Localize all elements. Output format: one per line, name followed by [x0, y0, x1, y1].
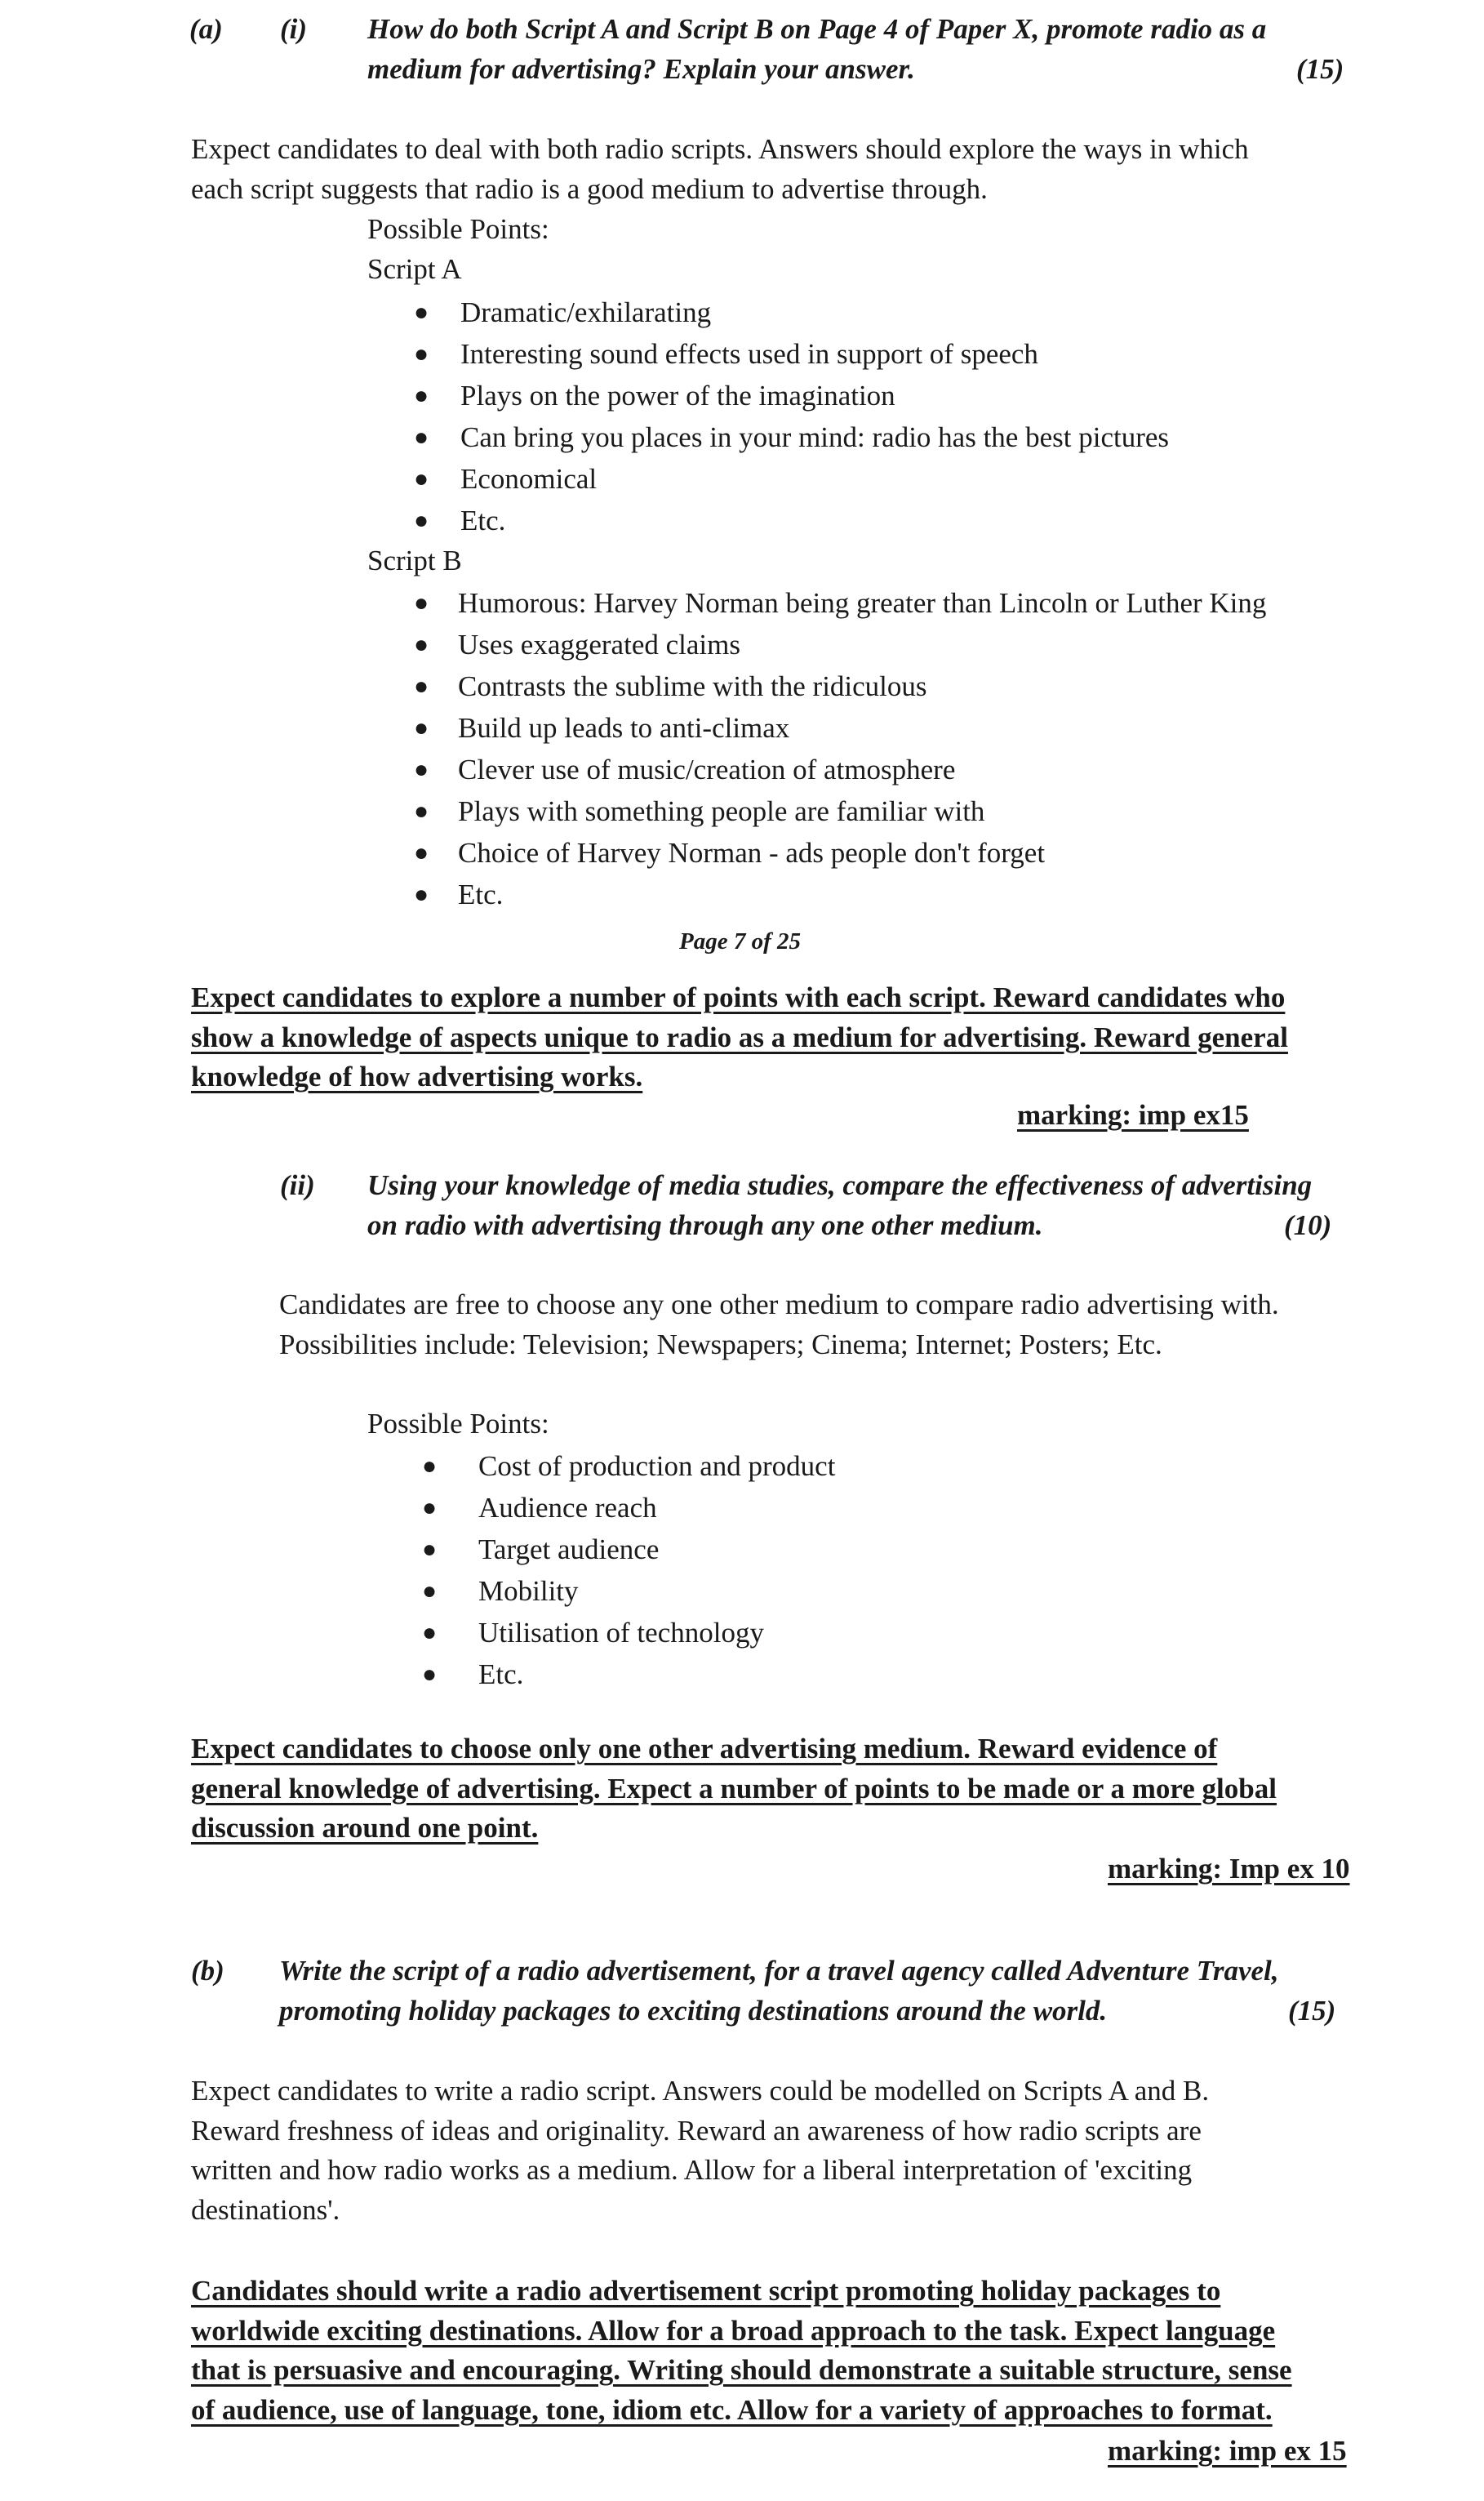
- list-item: ● Economical: [414, 458, 1169, 500]
- bullet-icon: ●: [414, 673, 429, 700]
- list-item: ● Choice of Harvey Norman - ads people don't forget: [414, 832, 1266, 874]
- bullet-icon: ●: [414, 465, 429, 492]
- list-item: ● Cost of production and product: [422, 1445, 835, 1487]
- question-ai-marks: (15): [1296, 53, 1344, 85]
- guidance-b: [191, 2272, 1292, 2430]
- list-item: ● Dramatic/exhilarating: [414, 291, 1169, 333]
- intro-aii-line: Candidates are free to choose any one other medium to compare radio advertising with.: [279, 1288, 1279, 1320]
- intro-b-line: destinations'.: [191, 2193, 340, 2226]
- guidance-a: [191, 978, 1288, 1097]
- question-b-line2: promoting holiday packages to exciting destinations around the world.: [279, 1995, 1108, 2027]
- list-item: ● Audience reach: [422, 1487, 835, 1529]
- list-item: ● Contrasts the sublime with the ridiculous: [414, 665, 1266, 707]
- guidance-b-line: that is persuasive and encouraging. Writing should demonstrate a suitable structure, sense: [191, 2354, 1292, 2386]
- bullet-icon: ●: [414, 631, 429, 658]
- question-a-label: (a): [189, 13, 223, 45]
- bullet-icon: ●: [422, 1578, 438, 1604]
- list-item: ● Can bring you places in your mind: radio has the best pictures: [414, 416, 1169, 458]
- list-item: ● Etc.: [414, 874, 1266, 915]
- bullet-icon: ●: [422, 1661, 438, 1688]
- guidance-aii-line: discussion around one point.: [191, 1812, 539, 1844]
- question-b-marks: (15): [1288, 1995, 1336, 2027]
- intro-aii: [279, 1285, 1279, 1364]
- possible-points-heading: Possible Points:: [367, 213, 549, 245]
- question-aii-label: (ii): [280, 1169, 315, 1201]
- bullet-icon: ●: [414, 714, 429, 741]
- question-b-label: (b): [191, 1955, 224, 1987]
- bullet-icon: ●: [414, 839, 429, 866]
- guidance-a-line: knowledge of how advertising works.: [191, 1061, 643, 1093]
- intro-b-line: Expect candidates to write a radio script. Answers could be modelled on Scripts A and B.: [191, 2075, 1210, 2107]
- bullet-icon: ●: [414, 881, 429, 908]
- script-b-list: [414, 582, 1266, 915]
- guidance-b-line: Candidates should write a radio advertisement script promoting holiday packages to: [191, 2275, 1221, 2307]
- intro-a-line: each script suggests that radio is a good medium to advertise through.: [191, 172, 988, 205]
- bullet-icon: ●: [414, 798, 429, 825]
- bullet-icon: ●: [414, 424, 429, 451]
- marking-b: marking: imp ex 15: [1108, 2435, 1347, 2467]
- bullet-icon: ●: [422, 1536, 438, 1563]
- guidance-aii: [191, 1729, 1277, 1849]
- possible-points-2-list: [422, 1445, 835, 1695]
- bullet-icon: ●: [414, 299, 429, 326]
- list-item: ● Etc.: [422, 1653, 835, 1695]
- bullet-icon: ●: [414, 507, 429, 534]
- script-a-list: [414, 291, 1169, 541]
- script-b-heading: Script B: [367, 545, 462, 576]
- intro-b-line: written and how radio works as a medium. Allow for a liberal interpretation of 'exciting: [191, 2154, 1193, 2186]
- question-ai-label: (i): [280, 13, 308, 45]
- guidance-a-line: show a knowledge of aspects unique to radio as a medium for advertising. Reward general: [191, 1021, 1288, 1053]
- guidance-b-line: of audience, use of language, tone, idiom etc. Allow for a variety of approaches to format.: [191, 2393, 1273, 2426]
- marking-a: marking: imp ex15: [1017, 1099, 1249, 1131]
- question-ai-line2: medium for advertising? Explain your answer.: [367, 53, 915, 85]
- list-item: ● Build up leads to anti-climax: [414, 707, 1266, 749]
- question-aii-line1: Using your knowledge of media studies, compare the effectiveness of advertising: [367, 1169, 1313, 1201]
- list-item: ● Plays with something people are familiar with: [414, 790, 1266, 832]
- list-item: ● Etc.: [414, 500, 1169, 541]
- bullet-icon: ●: [414, 382, 429, 409]
- list-item: ● Mobility: [422, 1570, 835, 1612]
- list-item: ● Utilisation of technology: [422, 1612, 835, 1653]
- possible-points-2-heading: Possible Points:: [367, 1408, 549, 1440]
- guidance-b-line: worldwide exciting destinations. Allow for a broad approach to the task. Expect language: [191, 2314, 1276, 2347]
- bullet-icon: ●: [414, 590, 429, 616]
- list-item: ● Clever use of music/creation of atmosphere: [414, 749, 1266, 790]
- bullet-icon: ●: [422, 1494, 438, 1521]
- list-item: ● Uses exaggerated claims: [414, 624, 1266, 665]
- bullet-icon: ●: [422, 1619, 438, 1646]
- question-ai-line1: How do both Script A and Script B on Page 4 of Paper X, promote radio as a: [367, 13, 1267, 45]
- intro-aii-line: Possibilities include: Television; Newspapers; Cinema; Internet; Posters; Etc.: [279, 1328, 1162, 1360]
- list-item: ● Humorous: Harvey Norman being greater than Lincoln or Luther King: [414, 582, 1266, 624]
- intro-a-line: Expect candidates to deal with both radio scripts. Answers should explore the ways in which: [191, 133, 1249, 165]
- guidance-a-line: Expect candidates to explore a number of points with each script. Reward candidates who: [191, 981, 1286, 1013]
- guidance-aii-line: general knowledge of advertising. Expect a number of points to be made or a more global: [191, 1772, 1277, 1805]
- page-footer: Page 7 of 25: [679, 928, 801, 955]
- guidance-aii-line: Expect candidates to choose only one other advertising medium. Reward evidence of: [191, 1733, 1218, 1764]
- bullet-icon: ●: [414, 756, 429, 783]
- list-item: ● Plays on the power of the imagination: [414, 375, 1169, 416]
- intro-b: [191, 2072, 1209, 2230]
- question-aii-marks: (10): [1284, 1209, 1332, 1241]
- question-b-line1: Write the script of a radio advertisement, for a travel agency called Adventure Travel,: [279, 1955, 1279, 1987]
- intro-a: [191, 130, 1249, 209]
- list-item: ● Interesting sound effects used in support of speech: [414, 333, 1169, 375]
- script-a-heading: Script A: [367, 253, 462, 285]
- question-aii-line2: on radio with advertising through any one other medium.: [367, 1209, 1043, 1241]
- intro-b-line: Reward freshness of ideas and originality. Reward an awareness of how radio scripts are: [191, 2114, 1202, 2147]
- bullet-icon: ●: [422, 1453, 438, 1480]
- bullet-icon: ●: [414, 340, 429, 367]
- list-item: ● Target audience: [422, 1529, 835, 1570]
- marking-aii: marking: Imp ex 10: [1108, 1853, 1350, 1885]
